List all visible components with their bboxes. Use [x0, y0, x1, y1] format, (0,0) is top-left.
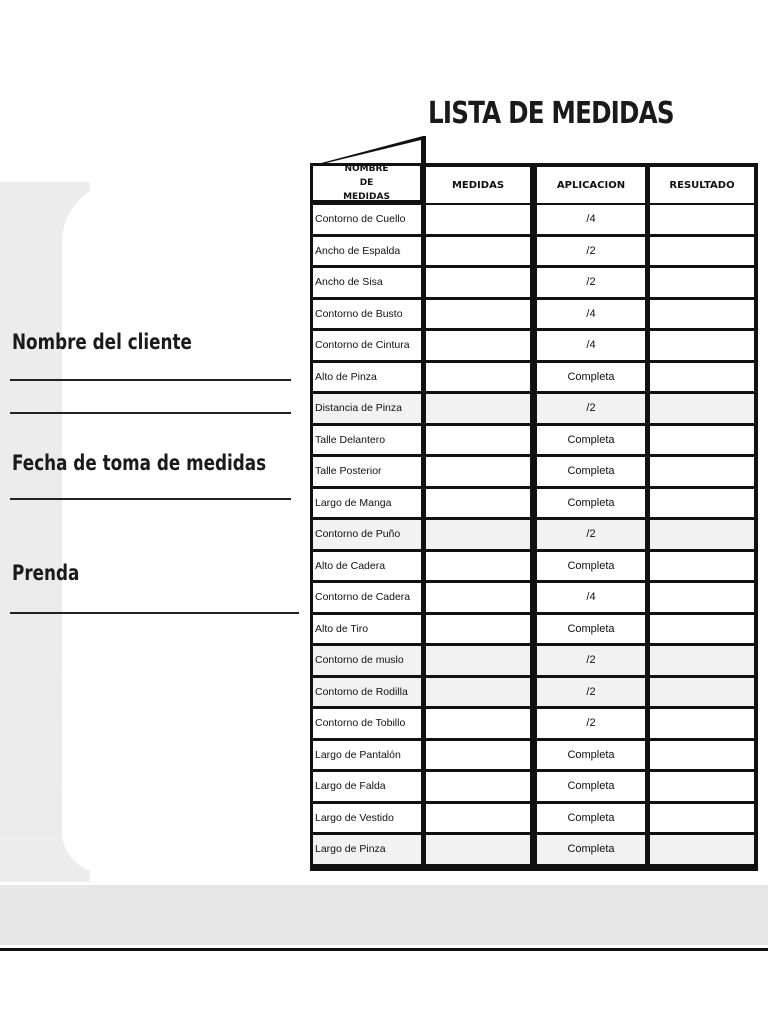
measure-name-cell: Contorno de Cintura [313, 331, 421, 360]
measure-name-cell: Contorno de Puño [313, 520, 421, 549]
medidas-input-cell[interactable] [426, 426, 530, 455]
header-medidas: MEDIDAS [426, 167, 530, 203]
medidas-input-cell[interactable] [426, 804, 530, 833]
medidas-input-cell[interactable] [426, 237, 530, 266]
document-title: LISTA DE MEDIDAS [428, 96, 674, 131]
table-row [310, 644, 758, 676]
aplicacion-cell: /2 [537, 709, 645, 738]
table-row [310, 802, 758, 834]
table-row [310, 424, 758, 456]
table-row [310, 613, 758, 645]
aplicacion-cell: Completa [537, 363, 645, 392]
resultado-input-cell[interactable] [650, 741, 754, 770]
resultado-input-cell[interactable] [650, 615, 754, 644]
measure-name-cell: Largo de Manga [313, 489, 421, 518]
measure-date-line[interactable] [10, 498, 291, 500]
measure-name-cell: Ancho de Sisa [313, 268, 421, 297]
aplicacion-cell: Completa [537, 552, 645, 581]
aplicacion-cell: /2 [537, 520, 645, 549]
medidas-input-cell[interactable] [426, 489, 530, 518]
measurements-table [310, 163, 758, 871]
measure-name-cell: Largo de Falda [313, 772, 421, 801]
table-row [310, 235, 758, 267]
aplicacion-cell: Completa [537, 741, 645, 770]
measure-name-cell: Contorno de Tobillo [313, 709, 421, 738]
resultado-input-cell[interactable] [650, 552, 754, 581]
measure-name-cell: Largo de Pantalón [313, 741, 421, 770]
measure-name-cell: Contorno de Cuello [313, 205, 421, 234]
measure-name-cell: Alto de Pinza [313, 363, 421, 392]
medidas-input-cell[interactable] [426, 520, 530, 549]
resultado-input-cell[interactable] [650, 205, 754, 234]
table-row [310, 361, 758, 393]
resultado-input-cell[interactable] [650, 835, 754, 864]
resultado-input-cell[interactable] [650, 300, 754, 329]
measure-name-cell: Largo de Pinza [313, 835, 421, 864]
header-aplicacion: APLICACION [537, 167, 645, 203]
aplicacion-cell: Completa [537, 835, 645, 864]
medidas-input-cell[interactable] [426, 300, 530, 329]
aplicacion-cell: Completa [537, 772, 645, 801]
resultado-input-cell[interactable] [650, 331, 754, 360]
resultado-input-cell[interactable] [650, 237, 754, 266]
aplicacion-cell: /2 [537, 394, 645, 423]
resultado-input-cell[interactable] [650, 268, 754, 297]
resultado-input-cell[interactable] [650, 709, 754, 738]
resultado-input-cell[interactable] [650, 457, 754, 486]
aplicacion-cell: /2 [537, 646, 645, 675]
resultado-input-cell[interactable] [650, 772, 754, 801]
background-curve [62, 182, 310, 872]
garment-line[interactable] [10, 612, 299, 614]
measure-name-cell: Talle Delantero [313, 426, 421, 455]
resultado-input-cell[interactable] [650, 394, 754, 423]
medidas-input-cell[interactable] [426, 709, 530, 738]
table-row [310, 203, 758, 235]
client-name-line-1[interactable] [10, 379, 291, 381]
medidas-input-cell[interactable] [426, 741, 530, 770]
table-row [310, 550, 758, 582]
medidas-input-cell[interactable] [426, 646, 530, 675]
aplicacion-cell: /4 [537, 583, 645, 612]
aplicacion-cell: Completa [537, 457, 645, 486]
bottom-rule [0, 948, 768, 951]
resultado-input-cell[interactable] [650, 426, 754, 455]
header-resultado: RESULTADO [650, 167, 754, 203]
client-name-line-2[interactable] [10, 412, 291, 414]
medidas-input-cell[interactable] [426, 678, 530, 707]
table-row [310, 518, 758, 550]
resultado-input-cell[interactable] [650, 363, 754, 392]
table-row [310, 739, 758, 771]
table-row [310, 581, 758, 613]
medidas-input-cell[interactable] [426, 552, 530, 581]
header-name-line-2: DE [359, 178, 374, 188]
aplicacion-cell: /2 [537, 237, 645, 266]
medidas-input-cell[interactable] [426, 615, 530, 644]
measure-name-cell: Contorno de Rodilla [313, 678, 421, 707]
measure-name-cell: Contorno de muslo [313, 646, 421, 675]
header-nombre-de-medidas [310, 163, 423, 203]
medidas-input-cell[interactable] [426, 205, 530, 234]
medidas-input-cell[interactable] [426, 457, 530, 486]
measure-name-cell: Alto de Tiro [313, 615, 421, 644]
table-row [310, 770, 758, 802]
medidas-input-cell[interactable] [426, 583, 530, 612]
aplicacion-cell: /4 [537, 331, 645, 360]
medidas-input-cell[interactable] [426, 363, 530, 392]
medidas-input-cell[interactable] [426, 268, 530, 297]
medidas-input-cell[interactable] [426, 772, 530, 801]
header-name-line-1: NOMBRE [344, 164, 389, 174]
table-row [310, 298, 758, 330]
medidas-input-cell[interactable] [426, 394, 530, 423]
aplicacion-cell: Completa [537, 804, 645, 833]
aplicacion-cell: Completa [537, 615, 645, 644]
aplicacion-cell: /2 [537, 268, 645, 297]
resultado-input-cell[interactable] [650, 646, 754, 675]
aplicacion-cell: Completa [537, 426, 645, 455]
background-bottom-band [0, 885, 768, 945]
table-row [310, 707, 758, 739]
table-body [310, 203, 758, 865]
measure-name-cell: Contorno de Busto [313, 300, 421, 329]
resultado-input-cell[interactable] [650, 804, 754, 833]
measure-name-cell: Contorno de Cadera [313, 583, 421, 612]
measure-name-cell: Largo de Vestido [313, 804, 421, 833]
table-row [310, 676, 758, 708]
aplicacion-cell: /4 [537, 205, 645, 234]
resultado-input-cell[interactable] [650, 489, 754, 518]
client-name-label: Nombre del cliente [12, 330, 192, 354]
medidas-input-cell[interactable] [426, 835, 530, 864]
measure-date-label: Fecha de toma de medidas [12, 451, 267, 475]
resultado-input-cell[interactable] [650, 678, 754, 707]
resultado-input-cell[interactable] [650, 520, 754, 549]
garment-label: Prenda [12, 561, 80, 585]
measure-name-cell: Distancia de Pinza [313, 394, 421, 423]
table-row [310, 266, 758, 298]
aplicacion-cell: /4 [537, 300, 645, 329]
table-row [310, 487, 758, 519]
table-row [310, 392, 758, 424]
resultado-input-cell[interactable] [650, 583, 754, 612]
measure-name-cell: Talle Posterior [313, 457, 421, 486]
table-row [310, 455, 758, 487]
table-row [310, 833, 758, 865]
table-row [310, 329, 758, 361]
header-name-line-3: MEDIDAS [343, 192, 390, 202]
aplicacion-cell: /2 [537, 678, 645, 707]
aplicacion-cell: Completa [537, 489, 645, 518]
measure-name-cell: Ancho de Espalda [313, 237, 421, 266]
measure-name-cell: Alto de Cadera [313, 552, 421, 581]
medidas-input-cell[interactable] [426, 331, 530, 360]
